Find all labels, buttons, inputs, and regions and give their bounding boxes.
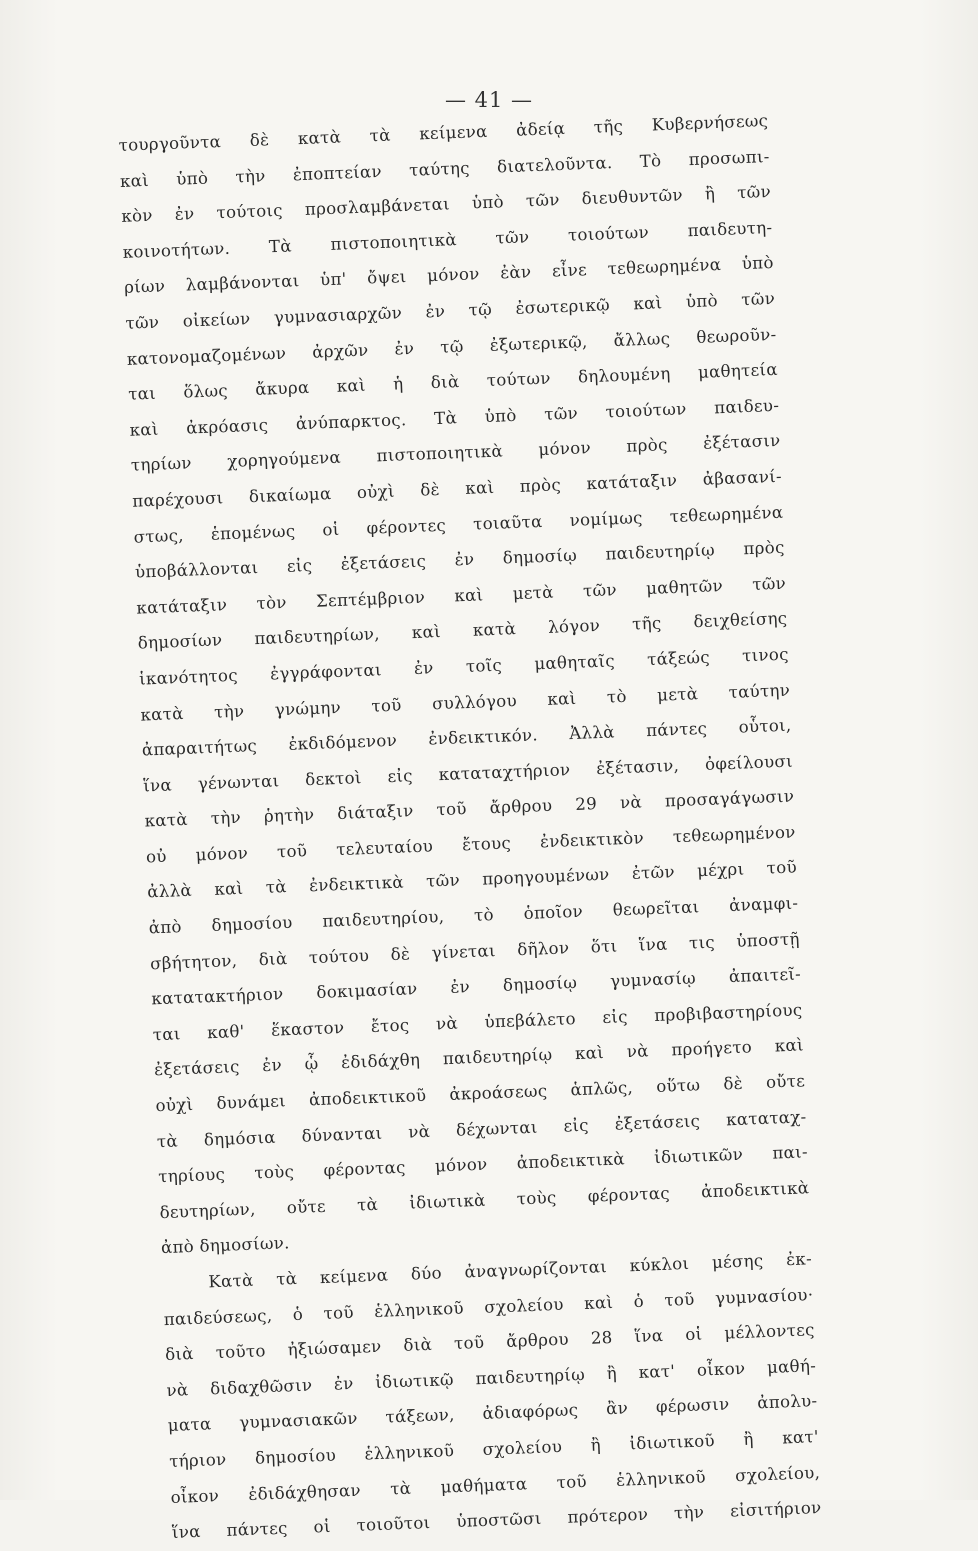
text-line: κατονομαζομένων ἀρχῶν ἐν τῷ ἐξωτερικῷ, ἄλλως θεωροῦν-: [126, 324, 777, 369]
text-line: τηρίους τοὺς φέροντας μόνον ἀποδεικτικὰ ἰδιωτικῶν παι-: [157, 1142, 809, 1187]
text-line: ἀλλὰ καὶ τὰ ἐνδεικτικὰ τῶν προηγουμένων ἐτῶν μέχρι τοῦ: [147, 857, 798, 902]
text-line: κατάταξιν τὸν Σεπτέμβριον καὶ μετὰ τῶν μαθητῶν τῶν: [136, 573, 787, 618]
text-line: σβήτητον, διὰ τούτου δὲ γίνεται δῆλον ὅτι ἵνα τις ὑποστῇ: [149, 929, 800, 974]
text-line: οἶκον ἐδιδάχθησαν τὰ μαθήματα τοῦ ἑλληνικοῦ σχολείου,: [170, 1462, 821, 1507]
text-line: τῶν οἰκείων γυμνασιαρχῶν ἐν τῷ ἐσωτερικῷ καὶ ὑπὸ τῶν: [125, 288, 776, 333]
text-line: ἀπὸ δημοσίου παιδευτηρίου, τὸ ὁποῖον θεωρεῖται ἀναμφι-: [148, 893, 799, 938]
text-line: παρέχουσι δικαίωμα οὐχὶ δὲ καὶ πρὸς κατάταξιν ἀβασανί-: [131, 466, 783, 511]
text-line: παιδεύσεως, ὁ τοῦ ἑλληνικοῦ σχολείου καὶ ὁ τοῦ γυμνασίου·: [163, 1284, 814, 1329]
paragraph-end-line: ἀπὸ δημοσίων.: [160, 1233, 291, 1258]
body-text: [118, 103, 822, 1551]
text-line: ματα γυμνασιακῶν τάξεων, ἀδιαφόρως ἂν φέρωσιν ἀπολυ-: [167, 1391, 818, 1436]
text-line: ἐξετάσεις ἐν ᾧ ἐδιδάχθη παιδευτηρίῳ καὶ νὰ προήγετο καὶ: [153, 1035, 805, 1080]
text-line: οὐ μόνον τοῦ τελευταίου ἔτους ἐνδεικτικὸν τεθεωρημένον: [145, 822, 796, 867]
text-line: κατατακτήριον δοκιμασίαν ἐν δημοσίῳ γυμνασίῳ ἀπαιτεῖ-: [151, 964, 802, 1009]
text-line: ἀπαραιτήτως ἐκδιδόμενον ἐνδεικτικόν. Ἀλλὰ πάντες οὗτοι,: [141, 715, 792, 760]
text-line: κατὰ τὴν γνώμην τοῦ συλλόγου καὶ τὸ μετὰ ταύτην: [140, 680, 791, 725]
text-line: ὑποβάλλονται εἰς ἐξετάσεις ἐν δημοσίῳ παιδευτηρίῳ πρὸς: [134, 537, 785, 582]
page-number: — 41 —: [444, 88, 534, 112]
text-line: ται ὅλως ἄκυρα καὶ ἡ διὰ τούτων δηλουμένη μαθητεία: [127, 360, 779, 404]
text-line: καὶ ἀκρόασις ἀνύπαρκτος. Τὰ ὑπὸ τῶν τοιούτων παιδευ-: [129, 395, 780, 440]
text-line: τηρίων χορηγούμενα πιστοποιητικὰ μόνον πρὸς ἐξέτασιν: [130, 431, 781, 476]
text-line: δευτηρίων, οὔτε τὰ ἰδιωτικὰ τοὺς φέροντας ἀποδεικτικὰ: [159, 1178, 810, 1223]
text-line: κατὰ τὴν ῥητὴν διάταξιν τοῦ ἄρθρου 29 νὰ προσαγάγωσιν: [144, 786, 795, 831]
text-line: τὰ δημόσια δύνανται νὰ δέχωνται εἰς ἐξετάσεις καταταχ-: [156, 1106, 807, 1151]
text-line: καὶ ὑπὸ τὴν ἐποπτείαν ταύτης διατελοῦντα. Τὸ προσωπι-: [119, 146, 770, 191]
text-line: δημοσίων παιδευτηρίων, καὶ κατὰ λόγον τῆς δειχθείσης: [137, 608, 788, 653]
text-line: νὰ διδαχθῶσιν ἐν ἰδιωτικῷ παιδευτηρίῳ ἢ κατ' οἶκον μαθή-: [166, 1355, 817, 1400]
text-line: ἵνα γένωνται δεκτοὶ εἰς καταταχτήριον ἐξέτασιν, ὀφείλουσι: [142, 751, 794, 796]
text-line: τήριον δημοσίου ἑλληνικοῦ σχολείου ἢ ἰδιωτικοῦ ἢ κατ': [168, 1427, 820, 1471]
text-line: ἵνα πάντες οἱ τοιοῦτοι ὑποστῶσι πρότερον τὴν εἰσιτήριον: [171, 1498, 822, 1543]
text-line: ρίων λαμβάνονται ὑπ' ὄψει μόνον ἐὰν εἶνε τεθεωρημένα ὑπὸ: [123, 253, 775, 298]
text-line: κὸν ἐν τούτοις προσλαμβάνεται ὑπὸ τῶν διευθυντῶν ἢ τῶν: [121, 182, 772, 227]
text-line: τουργοῦντα δὲ κατὰ τὰ κείμενα ἀδείᾳ τῆς Κυβερνήσεως: [118, 111, 769, 155]
paragraph-start-line: Κατὰ τὰ κείμενα δύο ἀναγνωρίζονται κύκλοι μέσης ἐκ-: [207, 1249, 813, 1292]
text-line: ἱκανότητος ἐγγράφονται ἐν τοῖς μαθηταῖς τάξεώς τινος: [138, 644, 790, 689]
text-line: οὐχὶ δυνάμει ἀποδεικτικοῦ ἀκροάσεως ἁπλῶς, οὕτω δὲ οὔτε: [155, 1071, 806, 1116]
text-line: ται καθ' ἕκαστον ἔτος νὰ ὑπεβάλετο εἰς προβιβαστηρίους: [152, 1000, 803, 1045]
text-line: κοινοτήτων. Τὰ πιστοποιητικὰ τῶν τοιούτων παιδευτη-: [122, 217, 773, 262]
text-line: στως, ἑπομένως οἱ φέροντες τοιαῦτα νομίμως τεθεωρημένα: [133, 502, 784, 547]
text-line: διὰ τοῦτο ἠξιώσαμεν διὰ τοῦ ἄρθρου 28 ἵνα οἱ μέλλοντες: [164, 1320, 816, 1365]
